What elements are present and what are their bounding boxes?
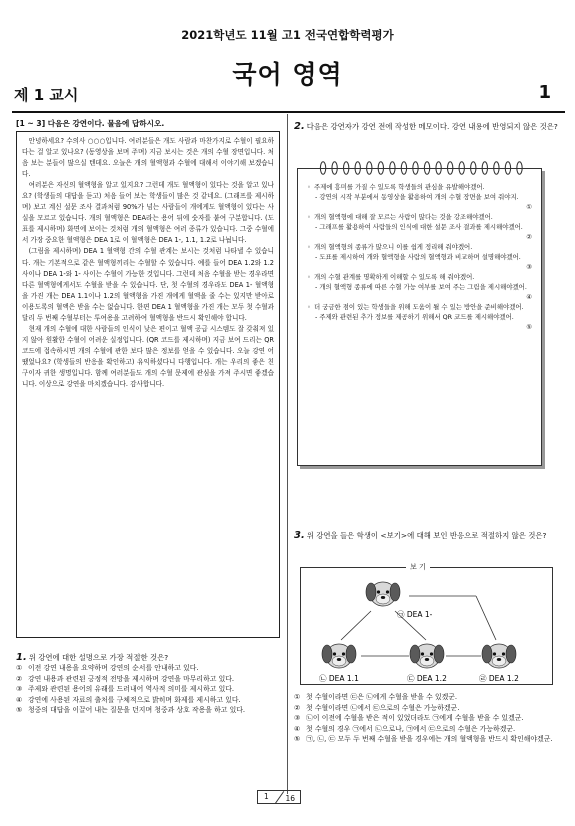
question-3-stem (294, 530, 564, 541)
dog-label-left: ㉡ DEA 1.1 (319, 674, 359, 683)
option-mark: ④ (16, 695, 23, 704)
question-3-number: 3. (294, 530, 305, 541)
passage-section (16, 118, 280, 638)
dog-label-top: ㉠ DEA 1- (397, 610, 433, 619)
option[interactable] (294, 734, 564, 745)
dog-label-right: ㉣ DEA 1.2 (479, 674, 519, 683)
option-text: 첫 수혈이라면 ㉡에서 ㉢으로의 수혈은 가능하겠군. (306, 703, 460, 712)
question-1-stem (16, 652, 282, 663)
dog-diagram (301, 568, 554, 686)
memo-lines (307, 182, 532, 332)
memo-subitem (307, 222, 532, 232)
question-2 (294, 121, 564, 132)
option-mark: ① (294, 693, 301, 701)
option[interactable] (294, 713, 564, 724)
dog-icon (322, 644, 356, 668)
memo-notepad (297, 160, 542, 470)
option-text: ㉠, ㉡, ㉢ 모두 두 번째 수혈을 받을 경우에는 개의 혈액형을 반드시 확인해야겠군. (306, 735, 553, 744)
passage-paragraph: 현재 개의 수혈에 대한 사람들의 인식이 낮은 편이고 혈액 공급 시스템도 잘 갖춰져 있지 않아 원활한 수혈이 어려운 실정입니다. (QR 코드를 제시하며) 지금 보여 드리는 QR 코드에 접속하시면 개의 수혈에 관한 보다 많은 정보를 얻을 수 있습니다. 오늘 강연 어땠었나요? (학생들의 반응을 확인하고) 유익하셨다니 다행입니다. 개는 우리의 좋은 친구이자 귀한 생명입니다. 함께 여러분들도 개의 수혈 문제에 관심을 가져 주시면 좋겠습니다. 이상으로 강연을 마치겠습니다. 감사합니다. (22, 324, 274, 389)
memo-bullet: ◦ (307, 243, 311, 251)
column-divider (287, 114, 288, 794)
memo-bullet: ◦ (307, 303, 311, 311)
memo-mark: ② (526, 233, 532, 241)
page-total: 16 (285, 794, 295, 803)
dog-icon (410, 644, 444, 668)
memo-item (307, 302, 532, 312)
memo-item (307, 212, 532, 222)
memo-subitem (307, 282, 532, 292)
memo-subtext: - 도표를 제시하여 개와 혈액형을 사람의 혈액형과 비교하며 설명해야겠어. (315, 253, 521, 261)
option-text: 청중의 대답을 이끌어 내는 질문을 던지며 청중과 상호 작용을 하고 있다. (28, 706, 246, 715)
memo-subtext: - 주제와 관련된 추가 정보를 제공하기 위해서 QR 코드를 제시해야겠어. (315, 313, 514, 321)
subject-title: 국어 영역 (232, 60, 343, 89)
memo-bullet: ◦ (307, 273, 311, 281)
memo-subitem (307, 192, 532, 202)
question-2-stem (294, 121, 564, 132)
option-mark: ③ (294, 714, 301, 723)
period-label: 제 1 교시 (14, 86, 79, 104)
option[interactable] (16, 684, 282, 695)
option-mark: ① (16, 664, 23, 672)
exam-title: 2021학년도 11월 고1 전국연합학력평가 (181, 28, 394, 42)
memo-subtext: - 강연의 시작 부분에서 동영상을 활용하여 개의 수혈 장면을 보여 줘야지. (315, 193, 519, 201)
memo-text: 개의 수혈 관계를 명확하게 이해할 수 있도록 해 줘야겠어. (314, 273, 475, 281)
memo-subtext: - 그래프를 활용하여 사람들의 인식에 대한 설문 조사 결과를 제시해야겠어. (315, 223, 523, 231)
memo-item (307, 182, 532, 192)
option[interactable] (16, 663, 282, 674)
option-mark: ② (16, 674, 23, 683)
option-text: 주제와 관련된 용어의 유래를 드러내어 역사적 의미를 제시하고 있다. (28, 685, 235, 694)
question-3 (294, 530, 564, 541)
option-text: 강연에 사용된 자료의 출처를 구체적으로 밝히며 화제를 제시하고 있다. (28, 695, 241, 704)
passage-paragraph: 여러분은 자신의 혈액형을 알고 있지요? 그런데 개도 혈액형이 있다는 것을 알고 있나요? (학생들의 대답을 듣고) 처음 들어 보는 학생들이 많은 것 같네요. (그래프를 제시하며) 보고 계신 설문 조사 결과처럼 90%가 넘는 사람들이 개에게도 혈액형이 있다는 사실을 모르고 있습니다. 개의 혈액형은 DEA라는 용어 뒤에 숫자를 붙여 구분합니다. (도표를 제시하며) 화면에 보이는 것처럼 개의 혈액형은 여러 종류가 있습니다. 그중 수혈에서 가장 중요한 혈액형은 DEA 1로 이 혈액형은 DEA 1-, 1.1, 1.2로 나뉩니다. (22, 181, 274, 245)
question-2-text: 다음은 강연자가 강연 전에 작성한 메모이다. 강연 내용에 반영되지 않은 것은? (306, 122, 558, 131)
option-mark: ⑤ (294, 735, 301, 744)
option-mark: ⑤ (16, 706, 23, 715)
option[interactable] (16, 674, 282, 685)
question-2-number: 2. (294, 121, 305, 132)
memo-text: 개의 혈액형에 대해 잘 모르는 사람이 많다는 것을 강조해야겠어. (314, 213, 493, 221)
memo-subtext: - 개의 혈액형 종류에 따른 수혈 가능 여부를 보여 주는 그림을 제시해야겠어. (315, 283, 527, 291)
page-number: 1 (538, 82, 551, 103)
option[interactable] (294, 703, 564, 714)
memo-text: 주제에 흥미를 가질 수 있도록 학생들의 관심을 유발해야겠어. (314, 183, 485, 191)
question-1-text: 위 강연에 대한 설명으로 가장 적절한 것은? (28, 653, 169, 662)
bogi-box (300, 563, 553, 685)
bogi-label: 보 기 (406, 562, 430, 572)
memo-mark: ⑤ (526, 323, 532, 331)
memo-mark: ① (526, 203, 532, 211)
page-current: 1 (264, 792, 269, 801)
option-text: 강연 내용과 관련된 긍정적 전망을 제시하며 강연을 마무리하고 있다. (28, 674, 235, 683)
page-slash (275, 791, 284, 804)
question-3-options (294, 692, 564, 745)
dog-icon (366, 582, 400, 606)
memo-bullet: ◦ (307, 183, 311, 191)
memo-text: 더 궁금한 점이 있는 학생들을 위해 도움이 될 수 있는 방안을 준비해야겠어. (314, 303, 524, 311)
memo-item (307, 272, 532, 282)
page-indicator (257, 790, 301, 804)
option[interactable] (16, 695, 282, 706)
header-rule (12, 111, 565, 113)
question-1-number: 1. (16, 652, 27, 663)
option[interactable] (16, 705, 282, 716)
memo-text: 개의 혈액형의 종류가 많으니 이를 쉽게 정리해 줘야겠어. (314, 243, 473, 251)
passage-paragraph: (그림을 제시하며) DEA 1 혈액형 간의 수혈 관계는 보시는 것처럼 나타낼 수 있습니다. 개는 기본적으로 같은 혈액형끼리는 수혈할 수 있습니다. 예를 들어 DEA 1.2와 1.2 사이나 DEA 1-와 1- 사이는 수혈이 가능한 것입니다. 그런데 처음 수혈을 받는 경우라면 다른 혈액형에게서도 수혈을 받을 수 있습니다. 단, 첫 수혈의 경우라도 DEA 1- 혈액형을 가진 개는 DEA 1.1이나 1.2의 혈액형을 가진 개에게 혈액을 줄 수는 있지만 받아로 이용도록의 혈액은 받을 수는 없습니다. 한편 DEA 1 혈액형을 가진 개는 모두 첫 수혈과 달리 두 번째 수혈부터는 투여용을 고려하여 혈액형을 반드시 확인해야 합니다. (22, 247, 274, 322)
dog-icon (482, 644, 516, 668)
passage-instruction: [1 ~ 3] 다음은 강연이다. 물음에 답하시오. (16, 119, 165, 128)
memo-mark: ③ (526, 263, 532, 271)
option-mark: ③ (16, 685, 23, 694)
memo-bullet: ◦ (307, 213, 311, 221)
memo-item (307, 242, 532, 252)
option-text: 이전 강연 내용을 요약하며 강연의 순서를 안내하고 있다. (28, 664, 199, 672)
option[interactable] (294, 692, 564, 703)
passage-box (16, 131, 280, 638)
option-mark: ④ (294, 724, 301, 733)
option-text: 첫 수혈의 경우 ㉠에서 ㉡으로나, ㉠에서 ㉢으로의 수혈은 가능하겠군. (306, 724, 516, 733)
dog-label-middle: ㉢ DEA 1.2 (407, 674, 447, 683)
option-text: 첫 수혈이라면 ㉢은 ㉡에게 수혈을 받을 수 있겠군. (306, 693, 458, 701)
memo-subitem (307, 252, 532, 262)
passage-paragraph: 안녕하세요? 수의사 ○○○입니다. 여러분들은 개도 사람과 마찬가지로 수혈이 필요하다는 걸 알고 있나요? (동영상을 보며 주며) 지금 보시는 것은 개의 수혈 장면입니다. 처음 보는 분들이 많으실 텐데요. 오늘은 개의 혈액형과 수혈에 대해서 이야기해 보겠습니다. (22, 137, 274, 179)
option-mark: ② (294, 703, 301, 712)
question-1 (16, 652, 282, 716)
option[interactable] (294, 724, 564, 735)
question-3-text: 위 강연을 들은 학생이 <보기>에 대해 보인 반응으로 적절하지 않은 것은? (306, 531, 547, 540)
memo-mark: ④ (526, 293, 532, 301)
memo-subitem (307, 312, 532, 322)
option-text: ㉡이 이전에 수혈을 받은 적이 있었더라도 ㉠에게 수혈을 받을 수 있겠군. (306, 714, 524, 723)
spiral-binding-icon (297, 160, 542, 176)
